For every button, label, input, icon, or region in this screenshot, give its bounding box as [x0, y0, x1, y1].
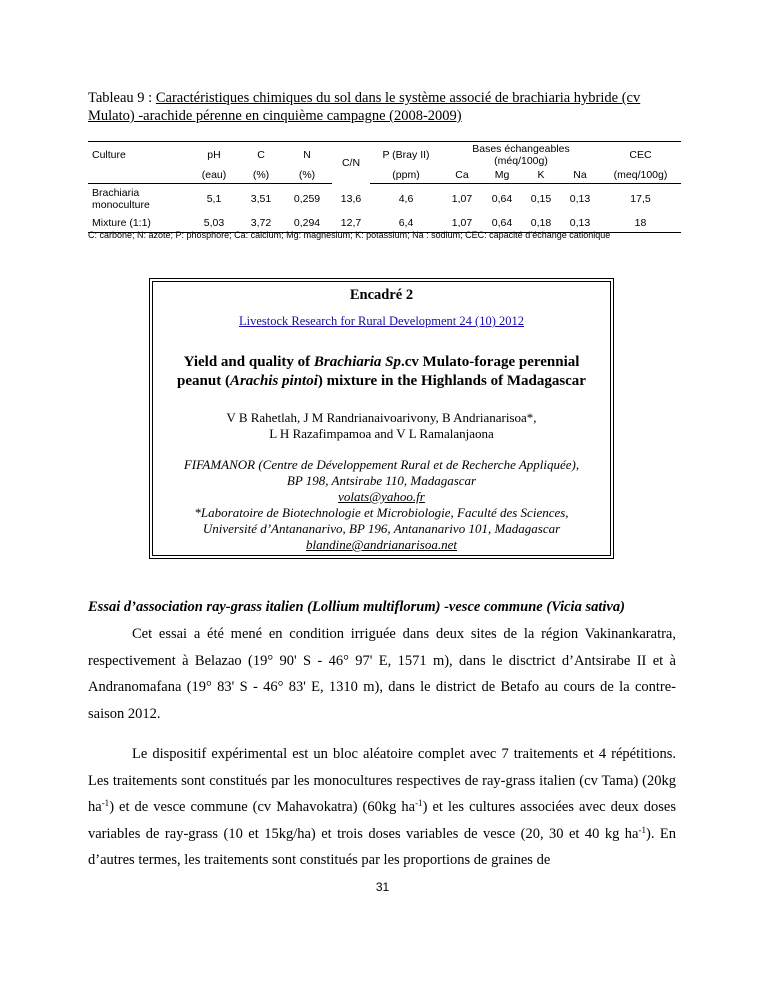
unit-n: (%) [282, 167, 332, 184]
unit-p: (ppm) [370, 167, 442, 184]
para2-text-2: ) et de vesce commune (cv Mahavokatra) (60kg ha [109, 799, 416, 815]
cell-cec: 18 [600, 214, 681, 233]
cell-cec: 17,5 [630, 193, 651, 205]
unit-ph: (eau) [188, 167, 240, 184]
cell-mg: 0,64 [491, 193, 513, 205]
header-culture: Culture [88, 142, 188, 168]
cell-ca: 1,07 [442, 214, 482, 233]
header-mg: Mg [482, 167, 522, 184]
caption-prefix: Tableau 9 : [88, 90, 156, 106]
header-cec: CEC [600, 142, 681, 168]
authors-line-1: V B Rahetlah, J M Randrianaivoarivony, B Andrianarisoa*, [226, 410, 537, 425]
paper-title [153, 353, 610, 391]
caption-title: Caractéristiques chimiques du sol dans le système associé de brachiaria hybride (cv Mulato) -arachide pérenne en cinquième campagne (2008-2009) [88, 90, 641, 124]
para2-sup-1: -1 [101, 798, 110, 808]
para2-text-3: ) et les cultures associées avec deux doses variables de ray-grass (10 et 15kg/ha) et trois doses variables de vesce (20, 30 et 40 kg ha [88, 799, 676, 842]
cell-na: 0,13 [569, 193, 591, 205]
culture-line-2: monoculture [92, 199, 150, 211]
unit-c: (%) [240, 167, 282, 184]
encadre-box [149, 278, 614, 559]
email-link-1[interactable]: volats@yahoo.fr [338, 489, 425, 504]
affiliations [153, 457, 610, 553]
cell-ph: 5,03 [188, 214, 240, 233]
table-unit-row [88, 167, 681, 184]
header-cn: C/N [332, 142, 370, 184]
para2-text-4: ). En d’autres termes, les traitements sont constitués par les proportions de graines de [88, 825, 676, 868]
authors-line-2: L H Razafimpamoa and V L Ramalanjaona [269, 426, 494, 441]
table-caption [88, 89, 678, 125]
cell-p: 4,6 [398, 193, 414, 205]
header-n: N [282, 142, 332, 168]
cell-na: 0,13 [560, 214, 600, 233]
unit-cec: (meq/100g) [600, 167, 681, 184]
soil-chemistry-table [88, 141, 681, 233]
paper-title-species1: Brachiaria Sp [313, 354, 401, 370]
paragraph-2 [88, 741, 676, 874]
cell-mg: 0,64 [482, 214, 522, 233]
cell-cn: 12,7 [332, 214, 370, 233]
encadre-inner [152, 281, 611, 556]
paper-title-part2: .cv Mulato-forage perennial peanut ( [177, 354, 580, 389]
header-bases-unit: (méq/100g) [494, 155, 548, 167]
encadre-title: Encadré 2 [349, 287, 414, 303]
affil1-line-1: FIFAMANOR (Centre de Développement Rural et de Recherche Appliquée), [183, 457, 580, 472]
para2-text-1: Le dispositif expérimental est un bloc aléatoire complet avec 7 traitements et 4 répétitions. Les traitements sont constitués par les monocultures respectives de ray-grass italien (cv Tama) (20kg ha [88, 746, 676, 815]
affil2-line-2: Université d’Antananarivo, BP 196, Antananarivo 101, Madagascar [202, 521, 561, 536]
paper-title-part1: Yield and quality of [183, 354, 314, 370]
cell-culture: Mixture (1:1) [88, 214, 188, 233]
unit-spacer [88, 167, 188, 184]
cell-culture [88, 184, 188, 215]
section-heading: Essai d’association ray-grass italien (Lollium multiflorum) -vesce commune (Vicia sativa) [88, 599, 625, 615]
cell-n: 0,259 [293, 193, 321, 205]
page-number: 31 [375, 880, 390, 894]
header-p: P (Bray II) [370, 142, 442, 168]
paper-title-part3: ) mixture in the Highlands of Madagascar [317, 373, 586, 389]
cell-n: 0,294 [282, 214, 332, 233]
cell-ca: 1,07 [451, 193, 473, 205]
culture-line-1: Brachiaria [92, 187, 140, 199]
header-c: C [240, 142, 282, 168]
cell-k: 0,15 [530, 193, 552, 205]
header-k: K [522, 167, 560, 184]
header-bases [442, 142, 600, 168]
cell-k: 0,18 [522, 214, 560, 233]
authors [153, 410, 610, 442]
para2-sup-3: -1 [638, 824, 646, 835]
email-link-2[interactable]: blandine@andrianarisoa.net [306, 537, 457, 552]
affil2-line-1: *Laboratoire de Biotechnologie et Microbiologie, Faculté des Sciences, [194, 505, 569, 520]
header-na: Na [560, 167, 600, 184]
table-header-row [88, 142, 681, 168]
cell-cn: 13,6 [340, 192, 362, 205]
cell-ph: 5,1 [206, 193, 222, 205]
table-row [88, 184, 681, 215]
paper-title-species2: Arachis pintoi [229, 373, 318, 389]
header-bases-label: Bases échangeables [472, 143, 570, 155]
header-ph: pH [188, 142, 240, 168]
para2-sup-2: -1 [415, 798, 423, 808]
cell-c: 3,51 [250, 193, 272, 205]
affil1-line-2: BP 198, Antsirabe 110, Madagascar [286, 473, 477, 488]
journal-link[interactable]: Livestock Research for Rural Development 24 (10) 2012 [239, 314, 524, 328]
paragraph-1: Cet essai a été mené en condition irriguée dans deux sites de la région Vakinankaratra, respectivement à Belazao (19° 90' S - 46° 97' E, 1571 m), dans le disctrict d’Antsirabe II et à Andranomafana (19° 83' S - 46° 83' E, 1310 m), dans le district de Betafo au cours de la contre-saison 2012. [88, 626, 676, 722]
cell-c: 3,72 [240, 214, 282, 233]
header-ca: Ca [442, 167, 482, 184]
table-footnote: C: carbone; N: azote; P: phosphore; Ca: calcium; Mg: magnesium; K: potassium; Na : sodium; CEC: capacité d’échange cationique [88, 230, 611, 240]
cell-p: 6,4 [370, 214, 442, 233]
